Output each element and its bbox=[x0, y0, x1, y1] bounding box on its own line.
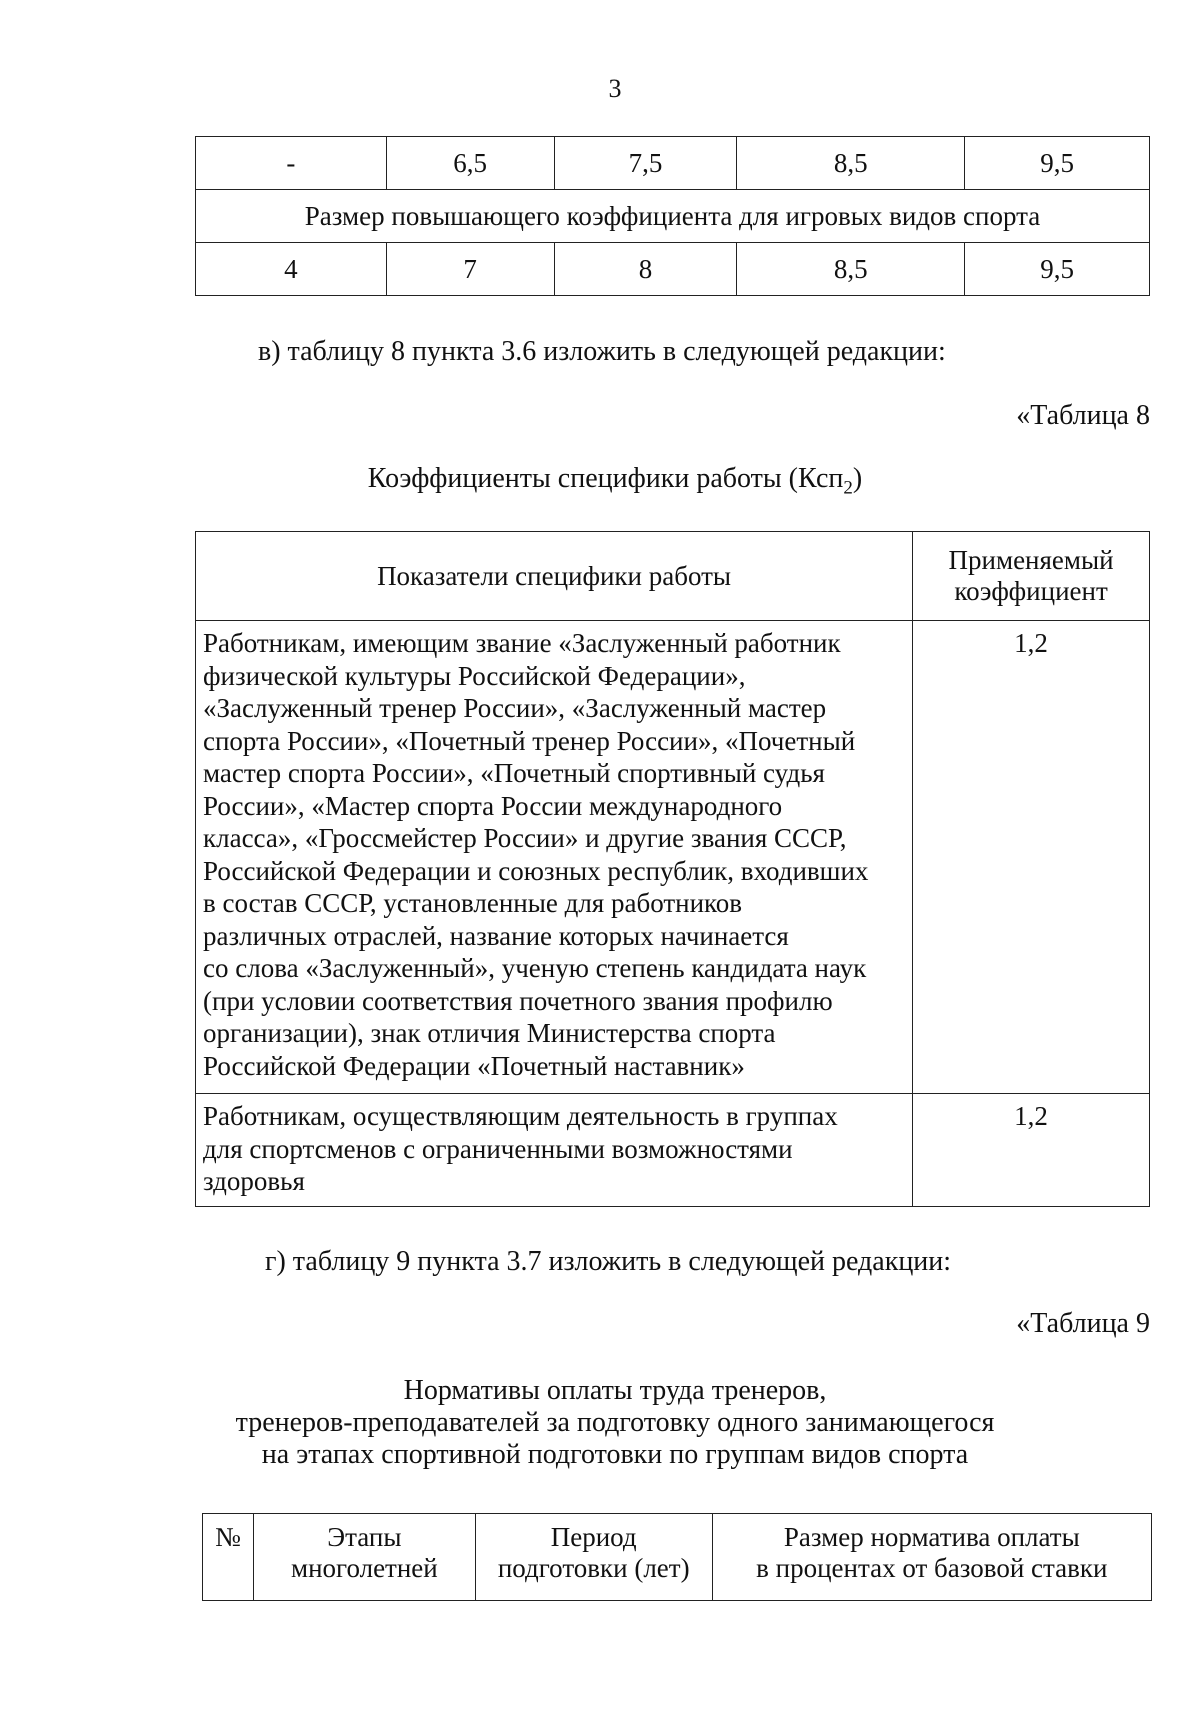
header-line: Размер норматива оплаты bbox=[783, 1522, 1080, 1552]
table8-label: «Таблица 8 bbox=[1016, 400, 1150, 431]
text-line: Российской Федерации «Почетный наставник» bbox=[203, 1050, 745, 1081]
table8-title bbox=[0, 463, 1200, 500]
header-line: подготовки (лет) bbox=[497, 1553, 690, 1583]
text-line: для спортсменов с ограниченными возможностями bbox=[203, 1133, 793, 1164]
table-row bbox=[196, 621, 1150, 1094]
table-header-row bbox=[203, 1514, 1152, 1601]
text-line: организации), знак отличия Министерства спорта bbox=[203, 1018, 776, 1048]
table-cell: 9,5 bbox=[965, 243, 1150, 296]
title-line: тренеров-преподавателей за подготовку одного занимающегося bbox=[235, 1407, 995, 1438]
table-cell: 7 bbox=[386, 243, 554, 296]
table-row bbox=[196, 1094, 1150, 1207]
table8-row1-value: 1,2 bbox=[913, 621, 1150, 1094]
text-line: различных отраслей, название которых начинается bbox=[203, 920, 789, 951]
table-section-heading: Размер повышающего коэффициента для игровых видов спорта bbox=[196, 190, 1150, 243]
table-cell: 8 bbox=[554, 243, 737, 296]
text-line: России», «Мастер спорта России международного bbox=[203, 790, 783, 821]
table8-title-subscript: 2 bbox=[843, 477, 853, 499]
text-line: Работникам, осуществляющим деятельность в группах bbox=[203, 1101, 838, 1131]
table-cell: - bbox=[196, 137, 387, 190]
text-line: спорта России», «Почетный тренер России», «Почетный bbox=[203, 725, 856, 756]
item-v-text: в) таблицу 8 пункта 3.6 изложить в следующей редакции: bbox=[258, 336, 946, 367]
text-line: Российской Федерации и союзных республик, входивших bbox=[203, 855, 869, 886]
text-line: здоровья bbox=[203, 1166, 305, 1196]
table8-header-indicators: Показатели специфики работы bbox=[196, 532, 913, 621]
table8-title-text: Коэффициенты специфики работы (Ксп bbox=[367, 463, 844, 494]
table8-row2-value: 1,2 bbox=[913, 1094, 1150, 1207]
header-line: коэффициент bbox=[954, 576, 1108, 606]
table9-title bbox=[0, 1375, 1200, 1471]
table-row bbox=[196, 190, 1150, 243]
table8-row1-text bbox=[196, 621, 913, 1094]
table-row bbox=[196, 137, 1150, 190]
title-line: Нормативы оплаты труда тренеров, bbox=[403, 1375, 827, 1406]
header-line: в процентах от базовой ставки bbox=[756, 1553, 1108, 1583]
header-line: Этапы bbox=[327, 1522, 402, 1552]
table9-header-stages bbox=[253, 1514, 475, 1601]
text-line: Работникам, имеющим звание «Заслуженный работник bbox=[203, 628, 841, 658]
table8 bbox=[195, 531, 1150, 1207]
table9-header-number: № bbox=[203, 1514, 254, 1601]
table-header-row bbox=[196, 532, 1150, 621]
text-line: мастер спорта России», «Почетный спортивный судья bbox=[203, 758, 825, 788]
header-line: многолетней bbox=[291, 1553, 438, 1583]
table9 bbox=[202, 1513, 1152, 1601]
text-line: (при условии соответствия почетного звания профилю bbox=[203, 985, 833, 1016]
table9-header-period bbox=[475, 1514, 712, 1601]
table8-header-coefficient bbox=[913, 532, 1150, 621]
text-line: в состав СССР, установленные для работников bbox=[203, 888, 743, 918]
title-line: на этапах спортивной подготовки по группам видов спорта bbox=[261, 1439, 969, 1470]
text-line: со слова «Заслуженный», ученую степень кандидата наук bbox=[203, 953, 867, 983]
table-cell: 9,5 bbox=[965, 137, 1150, 190]
header-line: Применяемый bbox=[948, 545, 1114, 575]
table-cell: 8,5 bbox=[737, 137, 965, 190]
text-line: физической культуры Российской Федерации», bbox=[203, 660, 746, 691]
page-number: 3 bbox=[608, 74, 622, 103]
table9-header-rate bbox=[712, 1514, 1151, 1601]
table-cell: 4 bbox=[196, 243, 387, 296]
table9-label: «Таблица 9 bbox=[1016, 1308, 1150, 1339]
header-line: Период bbox=[550, 1522, 637, 1552]
text-line: класса», «Гроссмейстер России» и другие звания СССР, bbox=[203, 823, 847, 853]
table8-row2-text bbox=[196, 1094, 913, 1207]
table-cell: 7,5 bbox=[554, 137, 737, 190]
table-cell: 6,5 bbox=[386, 137, 554, 190]
table-row bbox=[196, 243, 1150, 296]
table8-title-close: ) bbox=[852, 463, 863, 494]
item-g-text: г) таблицу 9 пункта 3.7 изложить в следующей редакции: bbox=[265, 1246, 952, 1277]
table-cell: 8,5 bbox=[737, 243, 965, 296]
coefficient-table-continuation bbox=[195, 136, 1150, 296]
text-line: «Заслуженный тренер России», «Заслуженный мастер bbox=[203, 693, 827, 723]
